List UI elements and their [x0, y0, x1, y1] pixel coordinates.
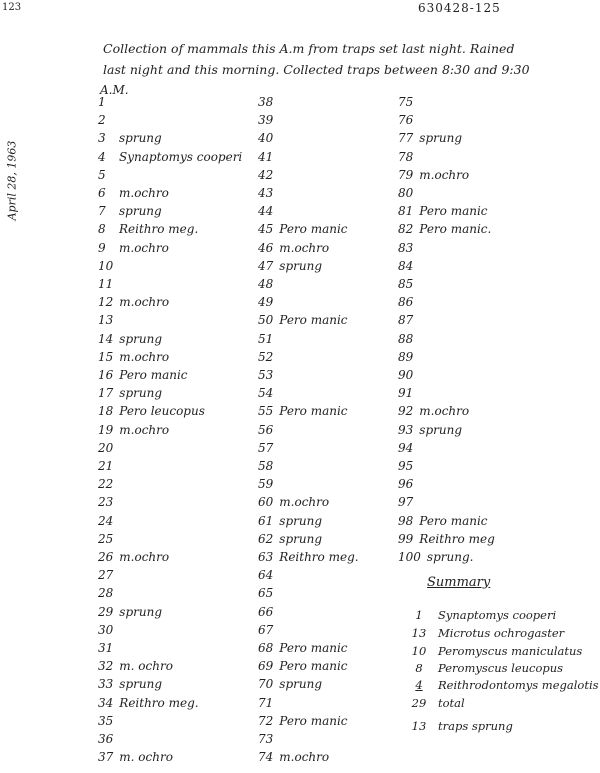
- trap-entry: [258, 660, 348, 672]
- trap-number: 70: [258, 677, 274, 692]
- trap-number: 62: [258, 531, 274, 546]
- trap-result: m.ochro: [419, 167, 470, 182]
- trap-number: 56: [258, 422, 274, 437]
- trap-number: 3: [98, 131, 106, 146]
- trap-entry: [398, 96, 419, 108]
- trap-number: 4: [98, 149, 106, 164]
- trap-entry: [258, 151, 279, 163]
- trap-number: 14: [98, 331, 114, 346]
- trap-number: 19: [98, 422, 114, 437]
- trap-result: m.ochro: [279, 495, 330, 510]
- trap-number: 54: [258, 386, 274, 401]
- trap-number: 1: [98, 95, 106, 109]
- summary-label: Microtus ochrogaster: [438, 626, 565, 640]
- trap-result: Pero manic.: [419, 222, 492, 237]
- trap-entry: [98, 496, 119, 508]
- trap-number: 86: [398, 295, 414, 310]
- trap-number: 30: [98, 622, 114, 637]
- trap-number: 12: [98, 295, 114, 310]
- summary-row: [408, 610, 556, 622]
- trap-entry: [398, 369, 419, 381]
- trap-entry: [398, 260, 419, 272]
- trap-entry: [258, 187, 279, 199]
- trap-entry: [98, 132, 162, 144]
- trap-number: 61: [258, 513, 274, 528]
- summary-count: 4: [415, 678, 423, 692]
- trap-entry: [398, 351, 419, 363]
- trap-result: sprung: [279, 513, 322, 528]
- trap-entry: [398, 132, 462, 144]
- trap-entry: [258, 478, 279, 490]
- summary-title: Summary: [427, 575, 491, 590]
- trap-number: 79: [398, 167, 414, 182]
- trap-entry: [258, 132, 279, 144]
- trap-number: 44: [258, 204, 274, 219]
- trap-result: Pero manic: [419, 513, 488, 528]
- trap-entry: [398, 405, 469, 417]
- trap-result: Pero manic: [119, 368, 188, 382]
- trap-number: 21: [98, 459, 114, 473]
- trap-entry: [258, 96, 279, 108]
- summary-row: [408, 721, 513, 733]
- trap-result: sprung: [119, 331, 162, 346]
- trap-number: 16: [98, 368, 114, 382]
- trap-entry: [98, 660, 173, 672]
- trap-result: m.ochro: [279, 240, 330, 255]
- trap-number: 2: [98, 113, 106, 128]
- trap-result: Reithro meg.: [119, 222, 199, 237]
- trap-number: 25: [98, 531, 114, 546]
- trap-entry: [258, 697, 279, 709]
- trap-entry: [398, 460, 419, 472]
- trap-result: sprung: [119, 386, 162, 401]
- trap-number: 71: [258, 695, 274, 710]
- trap-entry: [258, 405, 348, 417]
- trap-result: sprung: [279, 258, 322, 273]
- trap-number: 22: [98, 477, 114, 492]
- trap-entry: [258, 569, 279, 581]
- trap-result: Pero manic: [279, 641, 348, 655]
- trap-number: 8: [98, 222, 106, 237]
- trap-number: 7: [98, 204, 106, 219]
- trap-entry: [398, 442, 419, 454]
- trap-entry: [398, 333, 419, 345]
- trap-number: 41: [258, 149, 274, 164]
- trap-entry: [258, 751, 329, 763]
- trap-number: 5: [98, 167, 106, 182]
- trap-number: 11: [98, 277, 114, 291]
- trap-entry: [398, 114, 419, 126]
- trap-number: 100: [398, 550, 421, 564]
- trap-entry: [258, 260, 322, 272]
- trap-number: 13: [98, 313, 114, 328]
- summary-label: Peromyscus leucopus: [438, 661, 564, 675]
- summary-count: 13: [411, 719, 427, 733]
- trap-entry: [98, 551, 169, 563]
- trap-entry: [98, 442, 119, 454]
- trap-entry: [258, 733, 279, 745]
- trap-entry: [398, 496, 419, 508]
- trap-number: 35: [98, 713, 114, 728]
- summary-row: [408, 628, 564, 640]
- trap-result: Pero manic: [279, 404, 348, 419]
- trap-entry: [258, 278, 279, 290]
- summary-label: total: [438, 696, 465, 710]
- page-number: 123: [2, 2, 22, 13]
- trap-entry: [98, 169, 119, 181]
- trap-entry: [98, 715, 119, 727]
- trap-entry: [258, 424, 279, 436]
- summary-count: 10: [411, 644, 427, 658]
- trap-number: 89: [398, 349, 414, 364]
- trap-entry: [258, 442, 279, 454]
- trap-entry: [258, 205, 279, 217]
- trap-number: 9: [98, 240, 106, 255]
- trap-number: 98: [398, 513, 414, 528]
- summary-row: [408, 680, 599, 692]
- trap-number: 82: [398, 222, 414, 237]
- trap-result: Synaptomys cooperi: [119, 149, 243, 164]
- trap-number: 80: [398, 186, 414, 200]
- trap-number: 38: [258, 95, 274, 109]
- trap-entry: [98, 351, 169, 363]
- trap-number: 59: [258, 477, 274, 492]
- trap-entry: [98, 642, 119, 654]
- trap-number: 18: [98, 404, 114, 419]
- trap-result: Reithro meg.: [279, 550, 359, 564]
- trap-number: 48: [258, 277, 274, 291]
- trap-number: 74: [258, 750, 274, 765]
- trap-entry: [98, 369, 188, 381]
- summary-row: [408, 646, 582, 658]
- trap-number: 67: [258, 622, 274, 637]
- trap-entry: [98, 333, 162, 345]
- trap-result: m.ochro: [119, 550, 170, 564]
- trap-number: 94: [398, 440, 414, 455]
- trap-result: m. ochro: [119, 659, 173, 674]
- trap-entry: [98, 424, 169, 436]
- trap-entry: [98, 205, 162, 217]
- summary-row: [408, 663, 563, 675]
- trap-result: sprung: [119, 677, 162, 692]
- trap-number: 47: [258, 258, 274, 273]
- trap-number: 50: [258, 313, 274, 328]
- trap-number: 31: [98, 641, 114, 655]
- trap-number: 37: [98, 750, 114, 765]
- trap-result: sprung: [119, 204, 162, 219]
- trap-entry: [258, 242, 329, 254]
- trap-result: Pero manic: [419, 204, 488, 219]
- trap-entry: [98, 460, 119, 472]
- trap-number: 97: [398, 495, 414, 510]
- trap-entry: [258, 114, 279, 126]
- trap-number: 72: [258, 713, 274, 728]
- trap-entry: [258, 496, 329, 508]
- trap-entry: [258, 314, 348, 326]
- trap-entry: [98, 751, 173, 763]
- trap-result: Pero manic: [279, 222, 348, 237]
- trap-entry: [258, 369, 279, 381]
- trap-result: m. ochro: [119, 750, 173, 765]
- trap-entry: [398, 478, 419, 490]
- trap-result: m.ochro: [119, 240, 169, 255]
- summary-count: 1: [415, 608, 423, 622]
- summary-row: [408, 698, 465, 710]
- trap-number: 73: [258, 732, 274, 746]
- trap-number: 55: [258, 404, 274, 419]
- trap-entry: [98, 405, 205, 417]
- trap-number: 85: [398, 277, 414, 291]
- trap-number: 32: [98, 659, 114, 674]
- trap-entry: [98, 242, 169, 254]
- trap-number: 83: [398, 240, 414, 255]
- trap-number: 60: [258, 495, 274, 510]
- trap-entry: [258, 678, 322, 690]
- date-margin-note: April 28, 1963: [5, 140, 19, 221]
- trap-entry: [98, 278, 119, 290]
- trap-result: Pero manic: [279, 659, 348, 674]
- trap-entry: [258, 169, 279, 181]
- trap-number: 28: [98, 586, 114, 601]
- trap-number: 6: [98, 186, 106, 200]
- trap-entry: [258, 223, 348, 235]
- trap-number: 34: [98, 695, 114, 710]
- trap-entry: [258, 551, 359, 563]
- trap-entry: [258, 624, 279, 636]
- trap-number: 64: [258, 568, 274, 583]
- summary-count: 29: [411, 696, 427, 710]
- trap-entry: [98, 515, 119, 527]
- trap-entry: [98, 533, 119, 545]
- trap-number: 66: [258, 604, 274, 619]
- trap-result: m.ochro: [119, 349, 170, 364]
- trap-entry: [98, 187, 169, 199]
- trap-number: 69: [258, 659, 274, 674]
- trap-result: sprung: [279, 531, 322, 546]
- trap-entry: [258, 642, 348, 654]
- trap-number: 15: [98, 349, 114, 364]
- trap-entry: [398, 242, 419, 254]
- trap-number: 76: [398, 113, 414, 128]
- trap-number: 49: [258, 295, 274, 310]
- trap-entry: [398, 278, 419, 290]
- trap-number: 36: [98, 732, 114, 746]
- trap-number: 95: [398, 459, 414, 473]
- trap-entry: [98, 624, 119, 636]
- trap-number: 40: [258, 131, 274, 146]
- trap-entry: [258, 606, 279, 618]
- trap-number: 91: [398, 386, 414, 401]
- trap-entry: [258, 587, 279, 599]
- trap-result: m.ochro: [119, 295, 170, 310]
- trap-entry: [98, 114, 119, 126]
- trap-entry: [98, 223, 198, 235]
- intro-line-3: A.M.: [100, 83, 129, 97]
- trap-result: Pero manic: [279, 713, 348, 728]
- summary-count: 13: [411, 626, 427, 640]
- trap-result: sprung: [419, 422, 462, 437]
- trap-number: 75: [398, 95, 414, 109]
- trap-entry: [258, 533, 322, 545]
- trap-number: 29: [98, 604, 114, 619]
- trap-entry: [98, 678, 162, 690]
- trap-number: 93: [398, 422, 414, 437]
- trap-result: m.ochro: [119, 186, 169, 200]
- trap-number: 99: [398, 531, 414, 546]
- trap-number: 51: [258, 331, 274, 346]
- trap-result: m.ochro: [419, 404, 470, 419]
- trap-entry: [398, 151, 419, 163]
- trap-number: 57: [258, 440, 274, 455]
- trap-number: 42: [258, 167, 274, 182]
- trap-number: 63: [258, 550, 274, 564]
- trap-entry: [398, 205, 488, 217]
- trap-entry: [258, 460, 279, 472]
- trap-entry: [98, 587, 119, 599]
- trap-result: m.ochro: [119, 422, 170, 437]
- trap-number: 78: [398, 149, 414, 164]
- trap-number: 53: [258, 368, 274, 382]
- summary-count: 8: [415, 661, 423, 675]
- trap-number: 87: [398, 313, 414, 328]
- trap-number: 92: [398, 404, 414, 419]
- trap-number: 24: [98, 513, 114, 528]
- trap-result: sprung: [419, 131, 462, 146]
- trap-entry: [398, 551, 473, 563]
- trap-entry: [258, 515, 322, 527]
- trap-number: 68: [258, 641, 274, 655]
- trap-number: 84: [398, 258, 414, 273]
- trap-entry: [258, 715, 348, 727]
- trap-entry: [258, 296, 279, 308]
- trap-result: Reithro meg.: [119, 695, 199, 710]
- trap-entry: [398, 387, 419, 399]
- trap-entry: [98, 606, 162, 618]
- summary-label: Synaptomys cooperi: [438, 608, 557, 622]
- trap-number: 39: [258, 113, 274, 128]
- trap-entry: [258, 387, 279, 399]
- trap-result: sprung: [119, 131, 162, 146]
- trap-result: Reithro meg: [419, 531, 495, 546]
- trap-entry: [398, 314, 419, 326]
- trap-number: 17: [98, 386, 114, 401]
- trap-number: 77: [398, 131, 414, 146]
- trap-result: Pero leucopus: [119, 404, 205, 419]
- trap-entry: [98, 733, 119, 745]
- trap-number: 81: [398, 204, 414, 219]
- trap-number: 26: [98, 550, 114, 564]
- trap-entry: [98, 697, 199, 709]
- trap-entry: [98, 569, 119, 581]
- trap-entry: [98, 387, 162, 399]
- trap-result: sprung: [279, 677, 322, 692]
- trap-number: 96: [398, 477, 414, 492]
- catalog-number: 630428-125: [418, 1, 501, 15]
- trap-number: 46: [258, 240, 274, 255]
- trap-entry: [398, 424, 462, 436]
- trap-result: sprung.: [426, 550, 474, 564]
- trap-entry: [98, 151, 242, 163]
- trap-entry: [98, 260, 119, 272]
- trap-number: 58: [258, 459, 274, 473]
- trap-number: 23: [98, 495, 114, 510]
- trap-entry: [398, 223, 491, 235]
- summary-label: traps sprung: [438, 719, 513, 733]
- trap-number: 33: [98, 677, 114, 692]
- summary-label: Reithrodontomys megalotis: [438, 678, 599, 692]
- trap-entry: [98, 478, 119, 490]
- intro-line-2: last night and this morning. Collected traps between 8:30 and 9:30: [103, 62, 530, 77]
- trap-entry: [258, 351, 279, 363]
- trap-number: 10: [98, 258, 114, 273]
- trap-number: 90: [398, 368, 414, 382]
- trap-number: 27: [98, 568, 114, 583]
- trap-entry: [398, 515, 488, 527]
- intro-line-1: Collection of mammals this A.m from traps set last night. Rained: [103, 41, 515, 56]
- trap-result: m.ochro: [279, 750, 330, 765]
- trap-number: 20: [98, 440, 114, 455]
- trap-entry: [398, 533, 495, 545]
- trap-entry: [398, 296, 419, 308]
- trap-number: 52: [258, 349, 274, 364]
- trap-result: Pero manic: [279, 313, 348, 328]
- trap-entry: [398, 169, 469, 181]
- trap-number: 88: [398, 331, 414, 346]
- trap-number: 65: [258, 586, 274, 601]
- summary-label: Peromyscus maniculatus: [438, 644, 583, 658]
- trap-entry: [98, 314, 119, 326]
- trap-entry: [98, 96, 119, 108]
- trap-number: 43: [258, 186, 274, 200]
- trap-number: 45: [258, 222, 274, 237]
- trap-entry: [258, 333, 279, 345]
- trap-entry: [98, 296, 169, 308]
- trap-entry: [398, 187, 419, 199]
- trap-result: sprung: [119, 604, 162, 619]
